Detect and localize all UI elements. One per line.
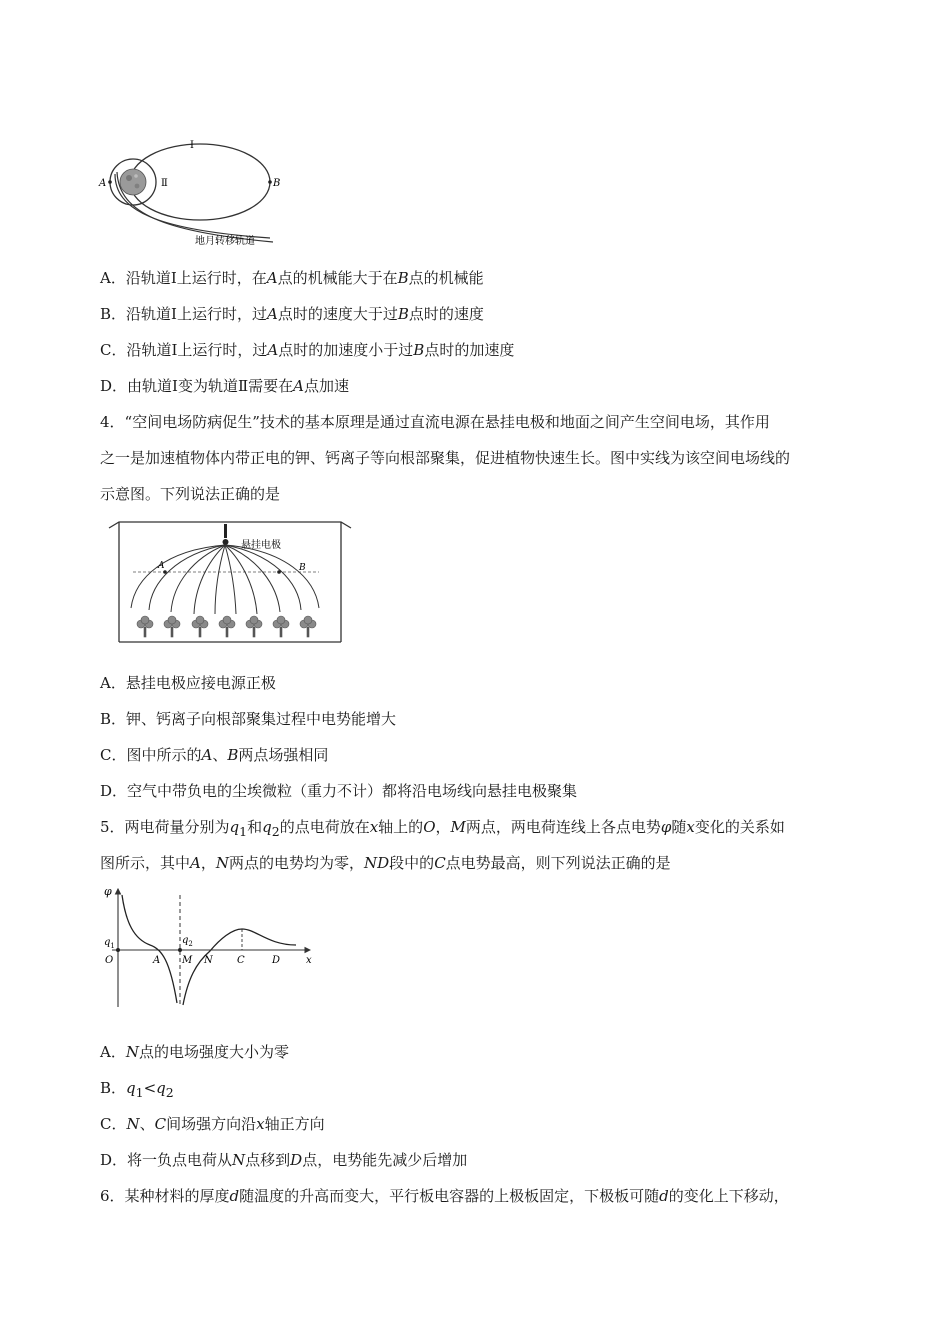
orbit-figure — [95, 130, 295, 252]
transfer-orbit-caption: 地月转移轨道 — [195, 236, 255, 247]
graph-label-q2: $q_2$ — [182, 935, 193, 948]
q4-option-b: B．钾、钙离子向根部聚集过程中电势能增大 — [100, 710, 397, 728]
field-label-electrode: 悬挂电极 — [241, 540, 281, 551]
orbit-label-II: Ⅱ — [161, 178, 168, 189]
q4-stem-line2: 之一是加速植物体内带正电的钾、钙离子等向根部聚集，促进植物快速生长。图中实线为该空间电场线的 — [100, 449, 791, 467]
graph-axis-x: x — [306, 955, 312, 966]
q5-option-d: D．将一负点电荷从N点移到D点，电势能先减少后增加 — [100, 1151, 468, 1169]
graph-axis-phi: φ — [104, 885, 112, 898]
q6-stem-line1: 6．某种材料的厚度d随温度的升高而变大，平行板电容器的上极板固定，下极板可随d的变化上下移动， — [100, 1187, 789, 1205]
q3-option-a: A．沿轨道Ⅰ上运行时，在A点的机械能大于在B点的机械能 — [100, 269, 484, 287]
graph-label-C: C — [237, 955, 245, 966]
graph-label-D: D — [272, 955, 281, 966]
graph-label-A: A — [153, 955, 161, 966]
q5-stem-line1: 5．两电荷量分别为$q_1$和$q_2$的点电荷放在x轴上的O，M两点，两电荷连线上各点电势φ随x变化的关系如 — [100, 818, 785, 839]
graph-label-M: M — [182, 955, 193, 966]
orbit-label-I: Ⅰ — [190, 140, 194, 151]
q4-stem-line1: 4．“空间电场防病促生”技术的基本原理是通过直流电源在悬挂电极和地面之间产生空间电场，其作用 — [100, 413, 770, 431]
q5-option-c: C．N、C间场强方向沿x轴正方向 — [100, 1115, 325, 1133]
graph-label-N: N — [204, 955, 213, 966]
point-B-label: B — [273, 178, 281, 189]
q3-option-d: D．由轨道Ⅰ变为轨道Ⅱ需要在A点加速 — [100, 377, 350, 395]
q5-option-b: B．$q_1<q_2$ — [100, 1079, 174, 1100]
electric-field-figure — [105, 518, 355, 646]
q4-stem-line3: 示意图。下列说法正确的是 — [100, 485, 281, 503]
potential-graph — [100, 883, 325, 1013]
q5-stem-line2: 图所示，其中A，N两点的电势均为零，ND段中的C点电势最高，则下列说法正确的是 — [100, 854, 671, 872]
q4-option-a: A．悬挂电极应接电源正极 — [100, 674, 276, 692]
point-A-label: A — [99, 178, 107, 189]
graph-label-q1: $q_1$ — [104, 937, 115, 950]
field-point-A: A — [158, 561, 165, 571]
q3-option-b: B．沿轨道Ⅰ上运行时，过A点时的速度大于过B点时的速度 — [100, 305, 484, 323]
q4-option-d: D．空气中带负电的尘埃微粒（重力不计）都将沿电场线向悬挂电极聚集 — [100, 782, 578, 800]
q4-option-c: C．图中所示的A、B两点场强相同 — [100, 746, 329, 764]
graph-label-O: O — [105, 955, 114, 966]
q3-option-c: C．沿轨道Ⅰ上运行时，过A点时的加速度小于过B点时的加速度 — [100, 341, 515, 359]
field-point-B: B — [299, 563, 306, 573]
q5-option-a: A．N点的电场强度大小为零 — [100, 1043, 289, 1061]
